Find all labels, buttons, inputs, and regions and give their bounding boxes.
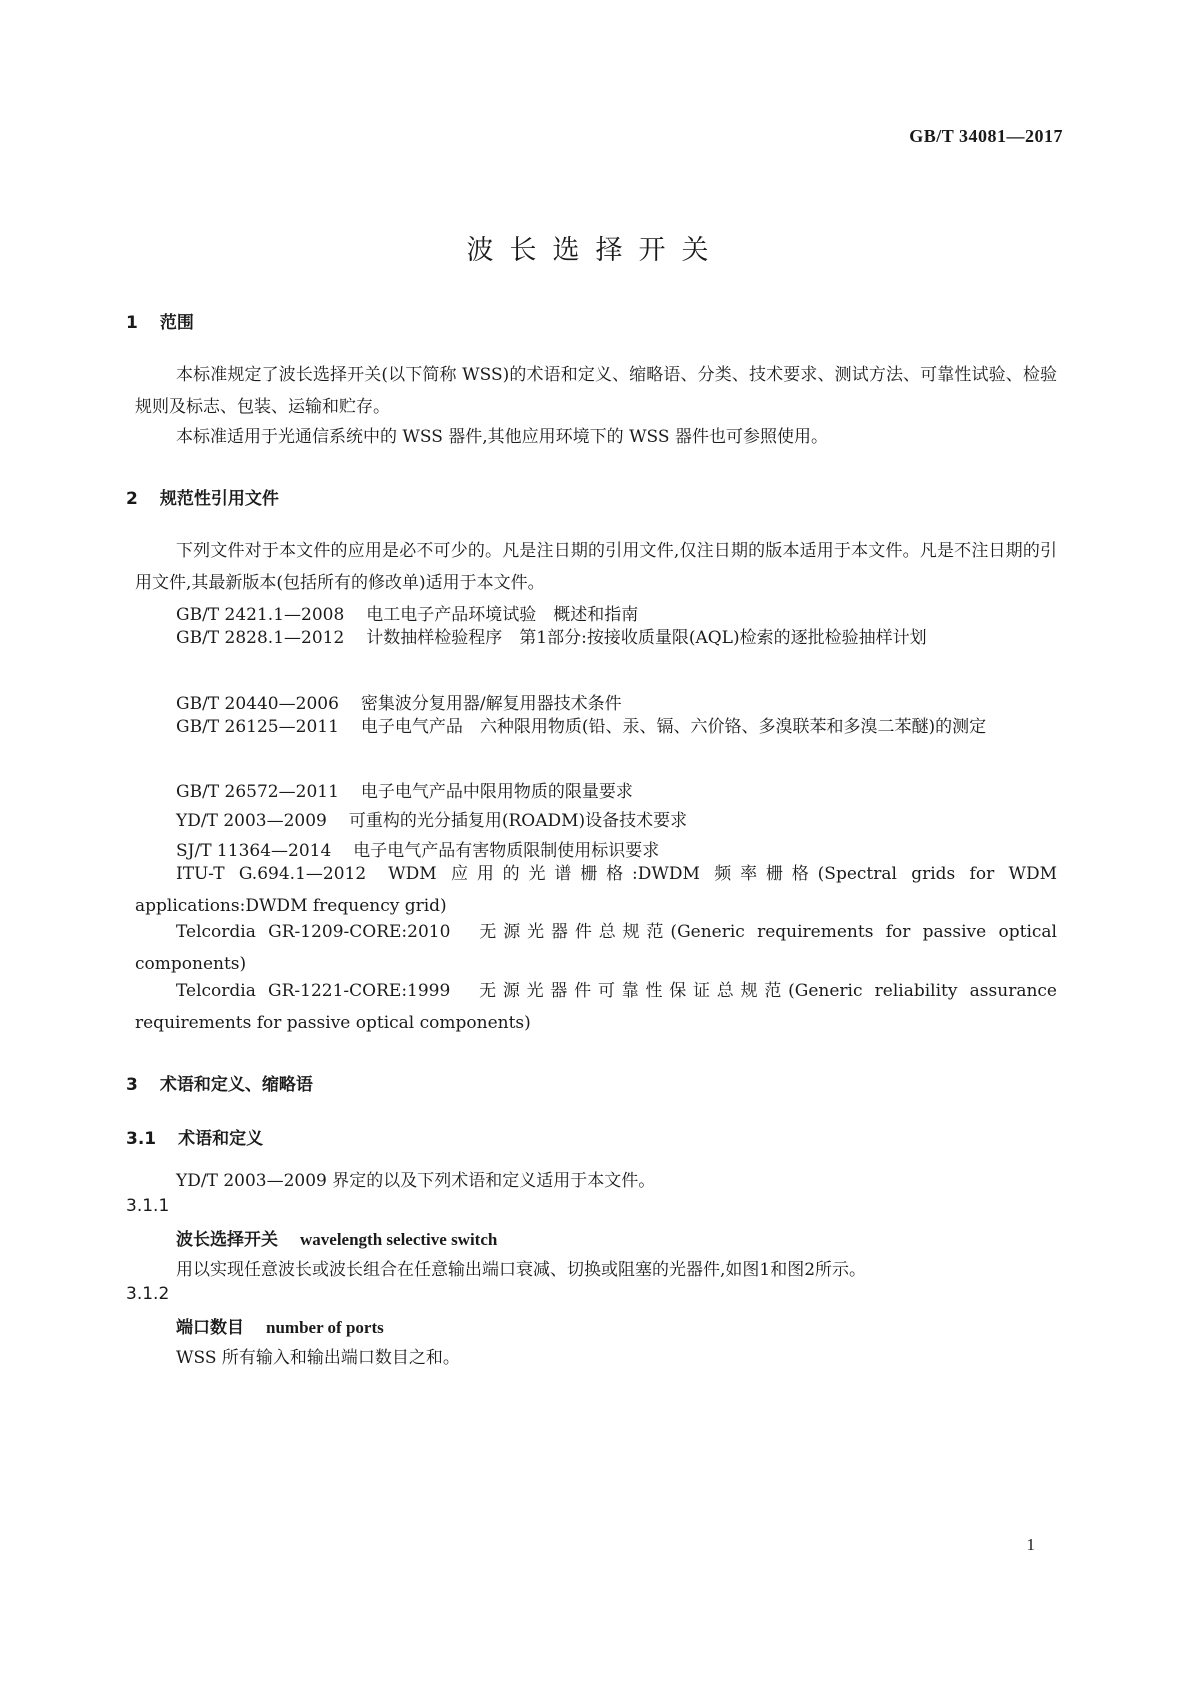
reference-title: 无源光器件可靠性保证总规范(Generic reliability assurance requirements for passive optical components) <box>135 981 1057 1033</box>
scope-paragraph-1: 本标准规定了波长选择开关(以下简称 WSS)的术语和定义、缩略语、分类、技术要求、测试方法、可靠性试验、检验规则及标志、包装、运输和贮存。 <box>135 365 1057 417</box>
reference-title: 电工电子产品环境试验 概述和指南 <box>366 605 639 625</box>
reference-item <box>135 976 1057 1039</box>
document-title: 波长选择开关 <box>466 235 725 266</box>
reference-item <box>135 623 1057 655</box>
subsection-title: 术语和定义 <box>178 1129 264 1149</box>
section-title: 规范性引用文件 <box>159 489 279 509</box>
scope-paragraph-2: 本标准适用于光通信系统中的 WSS 器件,其他应用环境下的 WSS 器件也可参照使用。 <box>176 427 828 447</box>
reference-item <box>135 917 1057 980</box>
reference-code: ITU-T G.694.1—2012 <box>176 864 367 884</box>
term-chinese: 端口数目 <box>176 1318 244 1338</box>
reference-title: WDM 应用的光谱栅格:DWDM 频率栅格(Spectral grids for WDM applications:DWDM frequency grid) <box>135 864 1057 916</box>
term-english: wavelength selective switch <box>300 1230 498 1249</box>
reference-title: 无源光器件总规范(Generic requirements for passive optical components) <box>135 922 1057 974</box>
term-chinese: 波长选择开关 <box>176 1230 278 1250</box>
reference-code: GB/T 26572—2011 <box>176 782 339 802</box>
section-number: 2 <box>126 489 138 509</box>
reference-item <box>135 712 1057 744</box>
page-number: 1 <box>1026 1535 1035 1554</box>
reference-item <box>176 600 638 625</box>
references-intro: 下列文件对于本文件的应用是必不可少的。凡是注日期的引用文件,仅注日期的版本适用于本文件。凡是不注日期的引用文件,其最新版本(包括所有的修改单)适用于本文件。 <box>135 541 1057 593</box>
reference-item <box>135 859 1057 922</box>
section-title: 术语和定义、缩略语 <box>159 1075 313 1095</box>
reference-title: 电子电气产品有害物质限制使用标识要求 <box>353 841 660 861</box>
subsection-number: 3.1 <box>126 1129 157 1149</box>
reference-item <box>176 777 633 802</box>
section-3-heading <box>126 1070 313 1095</box>
reference-item <box>176 689 622 714</box>
reference-code: Telcordia GR-1221-CORE:1999 <box>176 981 451 1001</box>
reference-code: GB/T 20440—2006 <box>176 694 339 714</box>
reference-code: SJ/T 11364—2014 <box>176 841 332 861</box>
term-english: number of ports <box>266 1318 384 1337</box>
reference-item <box>176 836 659 861</box>
section-number: 1 <box>126 313 138 333</box>
term-definition: WSS 所有输入和输出端口数目之和。 <box>176 1348 460 1368</box>
reference-code: GB/T 2828.1—2012 <box>176 628 345 648</box>
standard-code: GB/T 34081—2017 <box>909 126 1063 146</box>
section-number: 3 <box>126 1075 138 1095</box>
term-number: 3.1.1 <box>126 1196 170 1216</box>
section-1-heading <box>126 308 194 333</box>
reference-item <box>176 806 687 831</box>
reference-title: 计数抽样检验程序 第1部分:按接收质量限(AQL)检索的逐批检验抽样计划 <box>366 628 927 648</box>
term-heading <box>176 1313 384 1338</box>
reference-code: GB/T 26125—2011 <box>176 717 339 737</box>
reference-title: 可重构的光分插复用(ROADM)设备技术要求 <box>348 811 688 831</box>
reference-title: 电子电气产品 六种限用物质(铅、汞、镉、六价铬、多溴联苯和多溴二苯醚)的测定 <box>360 717 987 737</box>
reference-code: Telcordia GR-1209-CORE:2010 <box>176 922 451 942</box>
subsection-3-1-heading <box>126 1124 263 1149</box>
reference-title: 电子电气产品中限用物质的限量要求 <box>360 782 633 802</box>
reference-title: 密集波分复用器/解复用器技术条件 <box>360 694 622 714</box>
section-title: 范围 <box>159 313 194 333</box>
term-number: 3.1.2 <box>126 1284 170 1304</box>
reference-code: GB/T 2421.1—2008 <box>176 605 345 625</box>
terms-intro: YD/T 2003—2009 界定的以及下列术语和定义适用于本文件。 <box>176 1171 656 1191</box>
section-2-heading <box>126 484 279 509</box>
reference-code: YD/T 2003—2009 <box>176 811 327 831</box>
term-definition: 用以实现任意波长或波长组合在任意输出端口衰减、切换或阻塞的光器件,如图1和图2所示。 <box>176 1260 867 1280</box>
term-heading <box>176 1225 497 1250</box>
